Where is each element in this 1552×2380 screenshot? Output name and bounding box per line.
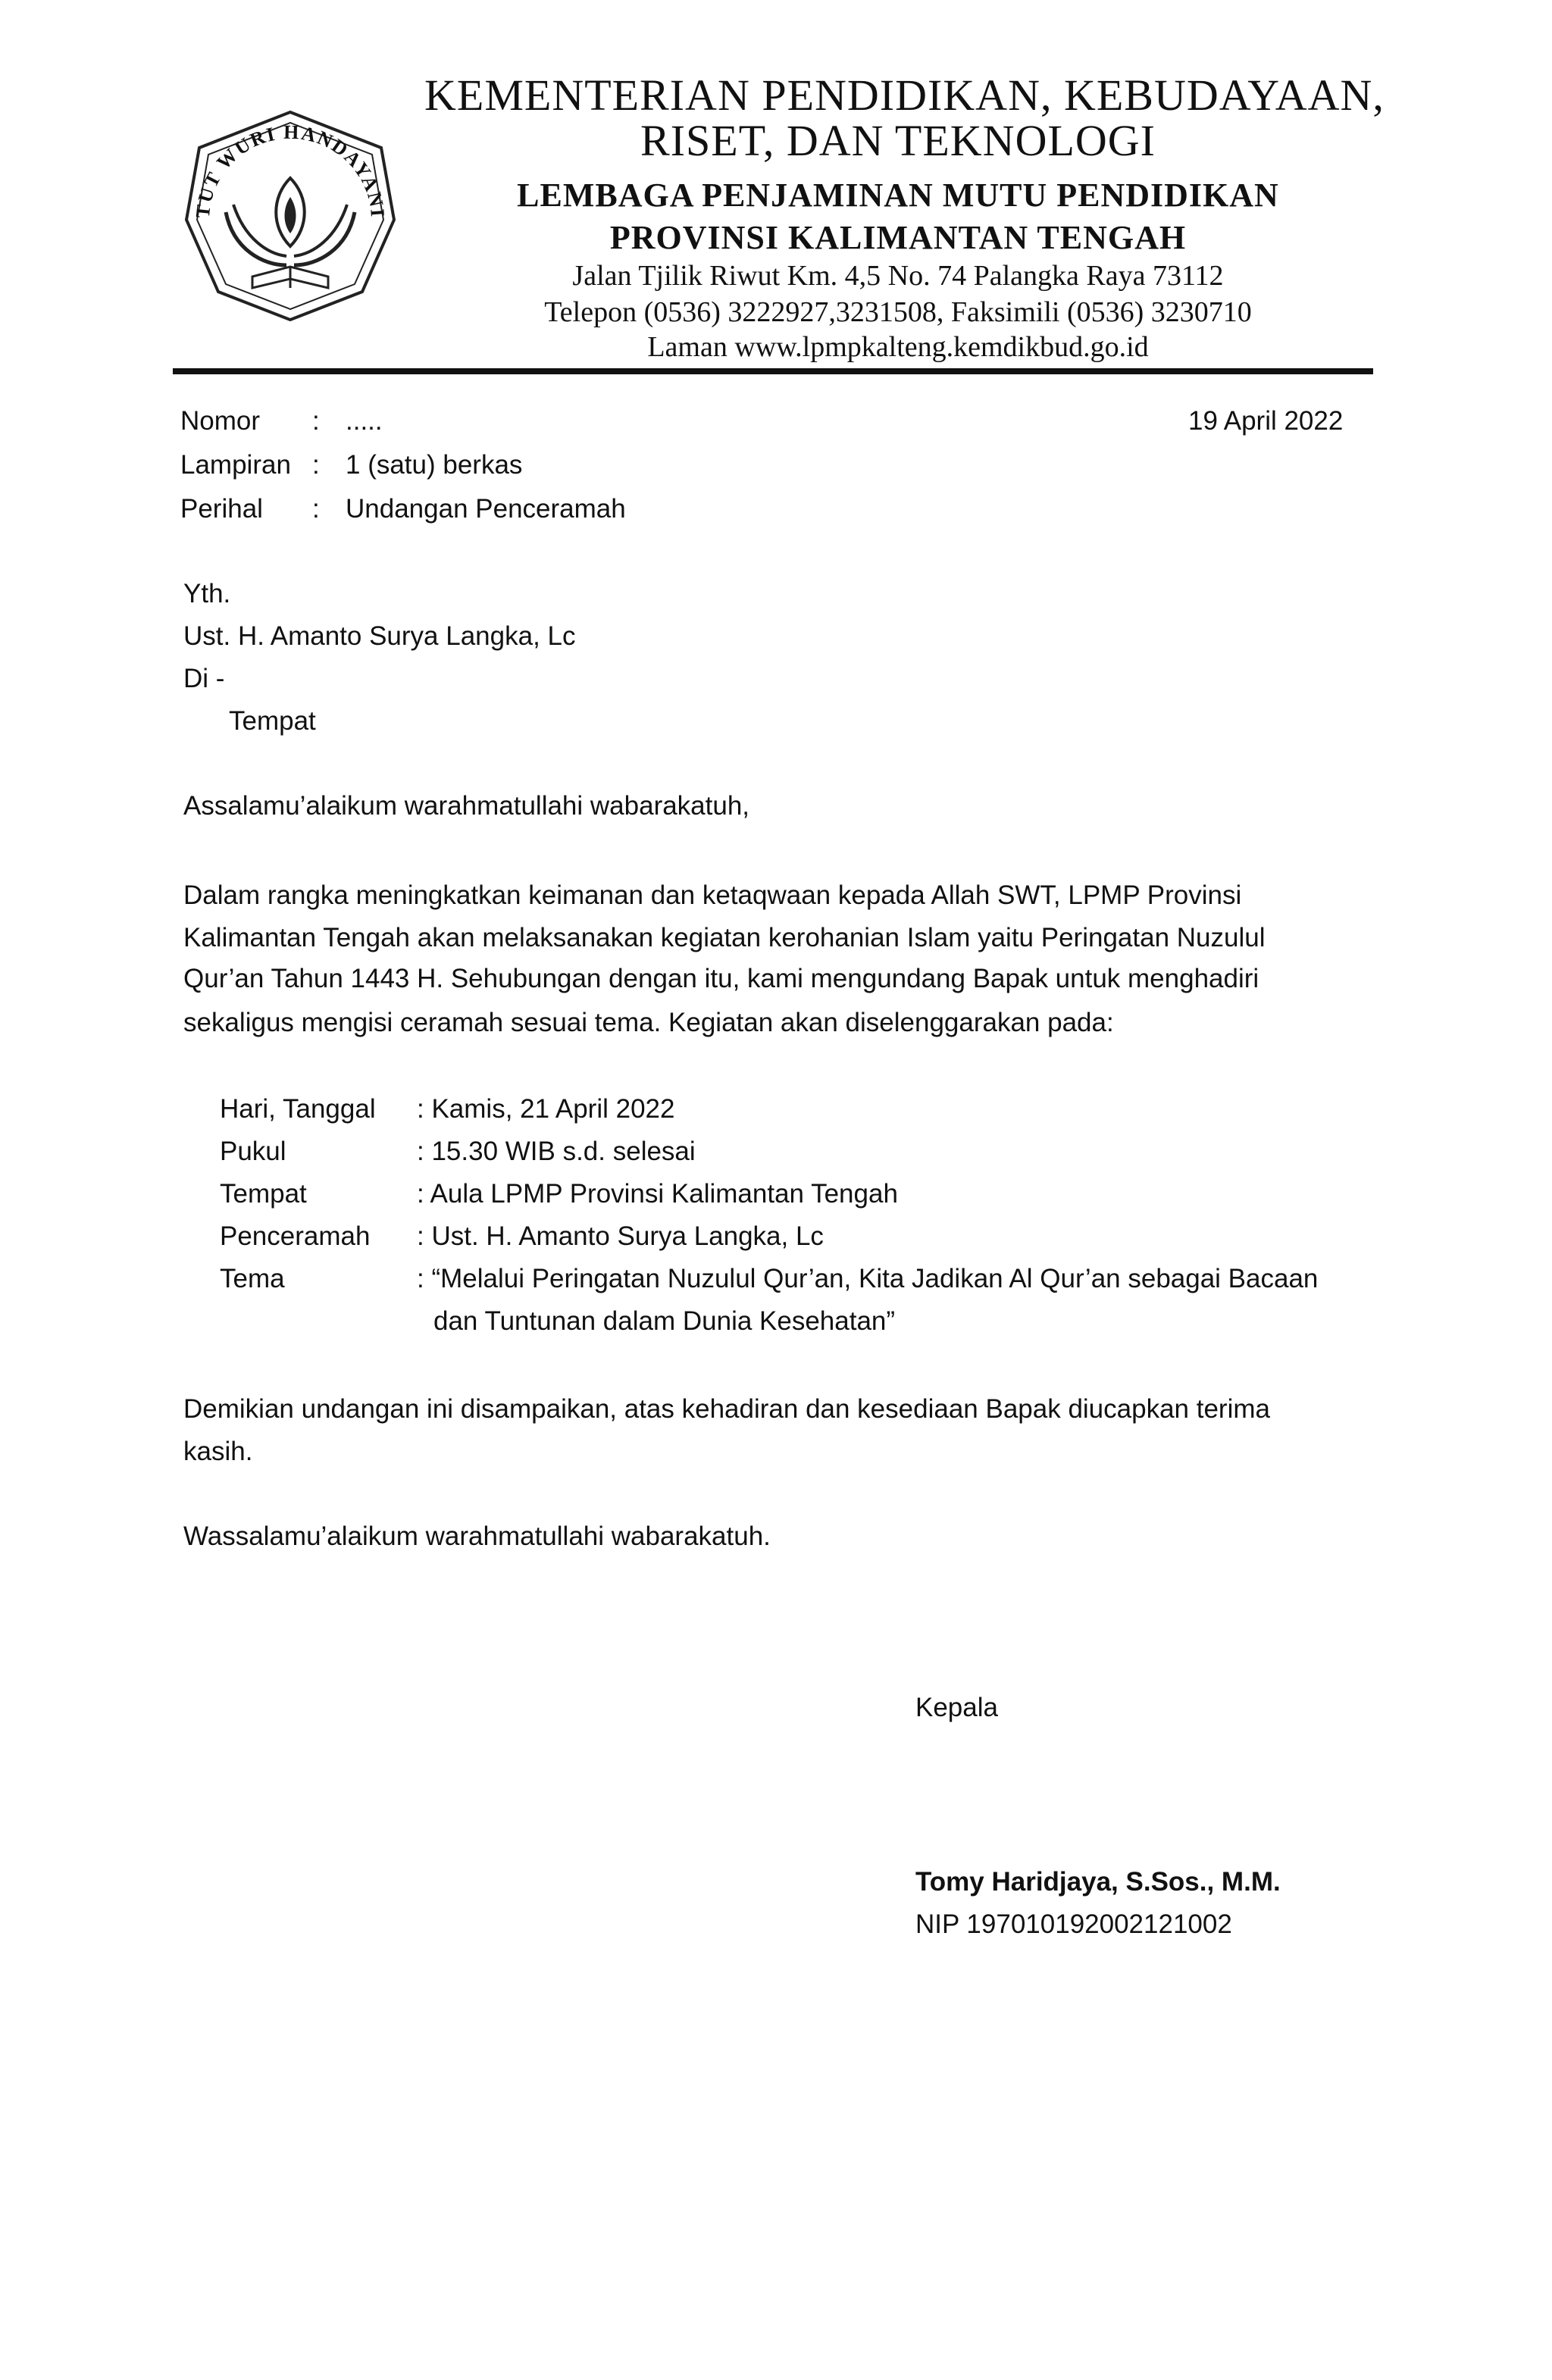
recipient-place: Tempat xyxy=(229,706,316,736)
letter-date: 19 April 2022 xyxy=(1188,406,1344,436)
lampiran-value: 1 (satu) berkas xyxy=(346,450,523,480)
institution-website: Laman www.lpmpkalteng.kemdikbud.go.id xyxy=(647,331,1149,363)
paragraph-line: Qur’an Tahun 1443 H. Sehubungan dengan itu, kami mengundang Bapak untuk menghadiri xyxy=(183,964,1259,993)
tut-wuri-handayani-logo xyxy=(180,106,400,326)
paragraph-line: Dalam rangka meningkatkan keimanan dan ketaqwaan kepada Allah SWT, LPMP Provinsi xyxy=(183,880,1242,910)
detail-value: : 15.30 WIB s.d. selesai xyxy=(417,1137,696,1166)
recipient-salutation: Yth. xyxy=(183,579,231,608)
institution-address: Jalan Tjilik Riwut Km. 4,5 No. 74 Palangka Raya 73112 xyxy=(572,260,1224,292)
detail-label: Tema xyxy=(220,1264,285,1293)
signatory-name: Tomy Haridjaya, S.Sos., M.M. xyxy=(915,1867,1281,1897)
signatory-title: Kepala xyxy=(915,1693,998,1722)
paragraph-line: Kalimantan Tengah akan melaksanakan kegiatan kerohanian Islam yaitu Peringatan Nuzulul xyxy=(183,923,1266,952)
nomor-label: Nomor xyxy=(180,406,261,436)
lampiran-colon: : xyxy=(312,450,320,480)
perihal-label: Perihal xyxy=(180,494,263,524)
signatory-nip: NIP 197010192002121002 xyxy=(915,1909,1232,1939)
detail-value: : Aula LPMP Provinsi Kalimantan Tengah xyxy=(417,1179,898,1209)
institution-name-line-2: PROVINSI KALIMANTAN TENGAH xyxy=(609,219,1187,256)
detail-value: : Kamis, 21 April 2022 xyxy=(417,1094,675,1124)
logo-motto-text: TUT WURI HANDAYANI xyxy=(191,120,390,219)
nomor-colon: : xyxy=(312,406,320,436)
perihal-colon: : xyxy=(312,494,320,524)
detail-value-continuation: dan Tuntunan dalam Dunia Kesehatan” xyxy=(433,1306,896,1336)
detail-label: Hari, Tanggal xyxy=(220,1094,376,1124)
nomor-value: ..... xyxy=(346,406,383,436)
perihal-value: Undangan Penceramah xyxy=(346,494,626,524)
detail-value: : “Melalui Peringatan Nuzulul Qur’an, Kita Jadikan Al Qur’an sebagai Bacaan xyxy=(417,1264,1319,1293)
ministry-name-line-2: RISET, DAN TEKNOLOGI xyxy=(640,116,1156,165)
farewell: Wassalamu’alaikum warahmatullahi wabarakatuh. xyxy=(183,1522,771,1551)
detail-label: Penceramah xyxy=(220,1221,371,1251)
closing-line: Demikian undangan ini disampaikan, atas kehadiran dan kesediaan Bapak diucapkan terima xyxy=(183,1394,1270,1424)
closing-line: kasih. xyxy=(183,1437,253,1466)
paragraph-line: sekaligus mengisi ceramah sesuai tema. Kegiatan akan diselenggarakan pada: xyxy=(183,1008,1114,1037)
detail-label: Tempat xyxy=(220,1179,307,1209)
institution-phone: Telepon (0536) 3222927,3231508, Faksimili (0536) 3230710 xyxy=(544,296,1252,328)
detail-label: Pukul xyxy=(220,1137,286,1166)
letterhead-divider xyxy=(173,368,1373,374)
recipient-name: Ust. H. Amanto Surya Langka, Lc xyxy=(183,621,576,651)
detail-value: : Ust. H. Amanto Surya Langka, Lc xyxy=(417,1221,824,1251)
lampiran-label: Lampiran xyxy=(180,450,291,480)
greeting: Assalamu’alaikum warahmatullahi wabarakatuh, xyxy=(183,791,750,821)
institution-name-line-1: LEMBAGA PENJAMINAN MUTU PENDIDIKAN xyxy=(517,177,1279,214)
recipient-di: Di - xyxy=(183,664,225,693)
ministry-name-line-1: KEMENTERIAN PENDIDIKAN, KEBUDAYAAN, xyxy=(424,70,1385,120)
